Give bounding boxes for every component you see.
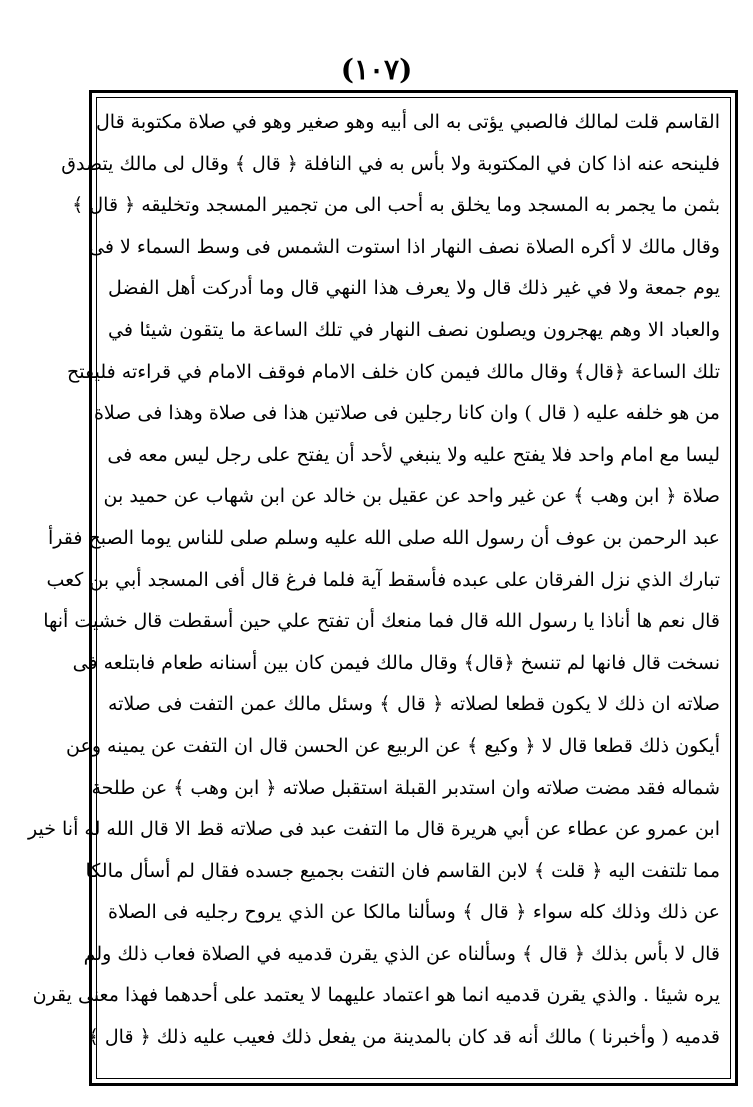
text-line: قدميه ( وأخبرنا ) مالك أنه قد كان بالمدينة من يفعل ذلك فعيب عليه ذلك ﴿ قال ﴾ [87,1026,720,1049]
text-line: صلاة ﴿ ابن وهب ﴾ عن غير واحد عن عقيل بن خالد عن ابن شهاب عن حميد بن [103,485,720,508]
text-line: يوم جمعة ولا في غير ذلك قال ولا يعرف هذا النهي قال وما أدركت أهل الفضل [108,277,720,300]
text-line: من هو خلفه عليه ( قال ) وان كانا رجلين فى صلاتين هذا فى صلاة وهذا فى صلاة [93,402,720,425]
text-line: تلك الساعة ﴿قال﴾ وقال مالك فيمن كان خلف الامام فوقف الامام في قراءته فليفتح [67,360,720,383]
text-line: القاسم قلت لمالك فالصبي يؤتى به الى أبيه وهو صغير وهو في صلاة مكتوبة قال [95,111,720,133]
text-line: والعباد الا وهم يهجرون ويصلون نصف النهار في تلك الساعة ما يتقون شيئا في [108,318,720,341]
text-line: عن ذلك وذلك كله سواء ﴿ قال ﴾ وسألنا مالكا عن الذي يروح رجليه فى الصلاة [108,901,720,924]
text-line: تبارك الذي نزل الفرقان على عبده فأسقط آية فلما فرغ قال أفى المسجد أبي بن كعب [46,568,720,591]
text-line: بثمن ما يجمر به المسجد وما يخلق به أحب الى من تجمير المسجد وتخليقه ﴿ قال ﴾ [72,194,720,217]
text-line: ابن عمرو عن عطاء عن أبي هريرة قال ما التفت عبد فى صلاته قط الا قال الله له أنا خير [27,818,720,841]
text-line: مما تلتفت اليه ﴿ قلت ﴾ لابن القاسم فان التفت بجميع جسده فقال لم أسأل مالكا [85,859,720,882]
text-line: يره شيئا . والذي يقرن قدميه انما هو اعتماد عليهما لا يعتمد على أحدهما فهذا معنى يقرن [32,984,720,1007]
text-line: شماله فقد مضت صلاته وان استدبر القبلة استقبل صلاته ﴿ ابن وهب ﴾ عن طلحة [91,776,720,799]
text-line: عبد الرحمن بن عوف أن رسول الله صلى الله عليه وسلم صلى للناس يوما الصبح فقرأ [48,526,720,549]
text-line: ليسا مع امام واحد فلا يفتح عليه ولا ينبغي لأحد أن يفتح على رجل ليس معه فى [107,443,720,466]
text-line: صلاته ان ذلك لا يكون قطعا لصلاته ﴿ قال ﴾ وسئل مالك عمن التفت فى صلاته [108,693,720,716]
text-line: نسخت قال فانها لم تنسخ ﴿قال﴾ وقال مالك فيمن كان بين أسنانه طعام فابتلعه فى [72,651,720,674]
text-line: فلينحه عنه اذا كان في المكتوبة ولا بأس به في النافلة ﴿ قال ﴾ وقال لى مالك يتصدق [61,152,720,175]
page-number: (١٠٧) [340,53,413,86]
text-line: قال لا بأس بذلك ﴿ قال ﴾ وسألناه عن الذي يقرن قدميه في الصلاة فعاب ذلك ولم [83,942,720,965]
text-line: قال نعم ها أناذا يا رسول الله قال فما منعك أن تفتح علي حين أسقطت قال خشيت أنها [43,610,720,633]
text-line: أيكون ذلك قطعا قال لا ﴿ وكيع ﴾ عن الربيع عن الحسن قال ان التفت عن يمينه وعن [66,734,720,757]
body-text [27,102,720,1059]
text-line: وقال مالك لا أكره الصلاة نصف النهار اذا استوت الشمس فى وسط السماء لا فى [89,235,720,258]
